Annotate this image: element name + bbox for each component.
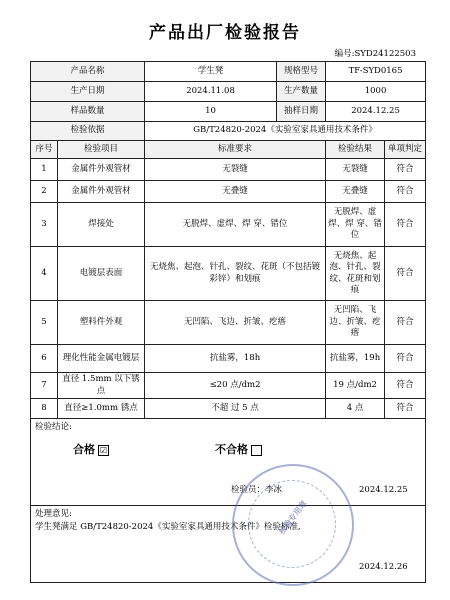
- row-no: 8: [31, 399, 58, 419]
- row-judgement: 符合: [385, 159, 426, 181]
- row-judgement: 符合: [385, 345, 426, 373]
- info-row-sample: [31, 102, 426, 122]
- row-result: 抗盐雾，19h: [326, 345, 385, 373]
- row-result: 无烧焦、起泡、针孔、裂纹、花斑和划痕: [326, 247, 385, 301]
- row-requirement: 无叠缝: [145, 181, 326, 203]
- row-judgement: 符合: [385, 399, 426, 419]
- basis-label: 检验依据: [31, 122, 145, 141]
- sample-date-label: 抽样日期: [277, 102, 326, 122]
- prod-qty-value: 1000: [326, 82, 426, 102]
- table-row: [31, 301, 426, 345]
- info-row-production: [31, 82, 426, 102]
- prod-qty-label: 生产数量: [277, 82, 326, 102]
- row-requirement: 抗盐雾，18h: [145, 345, 326, 373]
- row-requirement: 不超 过 5 点: [145, 399, 326, 419]
- table-row: [31, 399, 426, 419]
- row-judgement: 符合: [385, 373, 426, 399]
- row-requirement: 无烧焦、起泡、针孔、裂纹、花斑（不包括镀彩锌）和划痕: [145, 247, 326, 301]
- row-no: 2: [31, 181, 58, 203]
- product-name-label: 产品名称: [31, 62, 145, 82]
- row-item: 焊接处: [58, 203, 145, 247]
- sample-qty-label: 样品数量: [31, 102, 145, 122]
- pass-checkbox-icon: ☑: [99, 445, 108, 455]
- row-item: 直径≥1.0mm 锈点: [58, 399, 145, 419]
- inspection-table: [30, 61, 426, 583]
- conclusion-cell: [31, 419, 426, 506]
- table-row: [31, 345, 426, 373]
- info-row-product: [31, 62, 426, 82]
- processing-cell: [31, 506, 426, 583]
- pass-option: [73, 443, 109, 458]
- row-result: 无叠缝: [326, 181, 385, 203]
- row-result: 无脱焊、虚焊、焊 穿、错位: [326, 203, 385, 247]
- basis-value: GB/T24820-2024《实验室家具通用技术条件》: [145, 122, 426, 141]
- conclusion-row: [31, 419, 426, 506]
- inspector-signature: 检验员：李冰: [231, 485, 283, 495]
- row-judgement: 符合: [385, 301, 426, 345]
- header-result: 检验结果: [326, 141, 385, 159]
- row-result: 19 点/dm2: [326, 373, 385, 399]
- table-header-row: [31, 141, 426, 159]
- conclusion-date: 2024.12.25: [359, 485, 408, 495]
- row-result: 无裂缝: [326, 159, 385, 181]
- row-no: 3: [31, 203, 58, 247]
- conclusion-label: 检验结论:: [35, 422, 72, 432]
- row-requirement: 无凹陷、飞边、折皱、疙瘩: [145, 301, 326, 345]
- header-item: 检验项目: [58, 141, 145, 159]
- row-no: 7: [31, 373, 58, 399]
- row-requirement: ≤20 点/dm2: [145, 373, 326, 399]
- row-judgement: 符合: [385, 247, 426, 301]
- fail-label: 不合格: [215, 443, 248, 456]
- row-item: 金属件外观管材: [58, 181, 145, 203]
- table-row: [31, 181, 426, 203]
- row-result: 4 点: [326, 399, 385, 419]
- row-item: 理化性能金属电镀层: [58, 345, 145, 373]
- fail-checkbox-icon: [251, 445, 262, 456]
- model-label: 规格型号: [277, 62, 326, 82]
- row-judgement: 符合: [385, 181, 426, 203]
- official-seal-stamp: [232, 464, 354, 586]
- row-no: 5: [31, 301, 58, 345]
- row-judgement: 符合: [385, 203, 426, 247]
- processing-date: 2024.12.26: [359, 562, 408, 572]
- row-item: 金属件外观管材: [58, 159, 145, 181]
- sample-date-value: 2024.12.25: [326, 102, 426, 122]
- product-name-value: 学生凳: [145, 62, 277, 82]
- pass-label: 合格: [73, 443, 95, 456]
- processing-row: [31, 506, 426, 583]
- table-row: [31, 203, 426, 247]
- info-row-basis: [31, 122, 426, 141]
- header-no: 序号: [31, 141, 58, 159]
- prod-date-label: 生产日期: [31, 82, 145, 102]
- row-result: 无凹陷、飞边、折皱、疙瘩: [326, 301, 385, 345]
- row-item: 塑料件外观: [58, 301, 145, 345]
- table-row: [31, 373, 426, 399]
- sample-qty-value: 10: [145, 102, 277, 122]
- row-no: 4: [31, 247, 58, 301]
- prod-date-value: 2024.11.08: [145, 82, 277, 102]
- row-no: 6: [31, 345, 58, 373]
- report-title: 产品出厂检验报告: [149, 23, 301, 43]
- seal-text: 检验专用章: [276, 498, 309, 537]
- model-value: TF-SYD0165: [326, 62, 426, 82]
- row-requirement: 无脱焊、虚焊、焊 穿、错位: [145, 203, 326, 247]
- fail-option: [215, 443, 262, 458]
- table-row: [31, 247, 426, 301]
- table-row: [31, 159, 426, 181]
- row-requirement: 无裂缝: [145, 159, 326, 181]
- row-item: 电镀层表面: [58, 247, 145, 301]
- processing-text: 学生凳满足 GB/T24820-2024《实验室家具通用技术条件》检验标准,: [35, 522, 301, 532]
- header-judgement: 单项判定: [385, 141, 426, 159]
- header-requirement: 标准要求: [145, 141, 326, 159]
- row-no: 1: [31, 159, 58, 181]
- processing-label: 处理意见:: [35, 509, 72, 519]
- row-item: 直径 1.5mm 以下锈点: [58, 373, 145, 399]
- document-number: 编号:SYD24122503: [334, 49, 416, 59]
